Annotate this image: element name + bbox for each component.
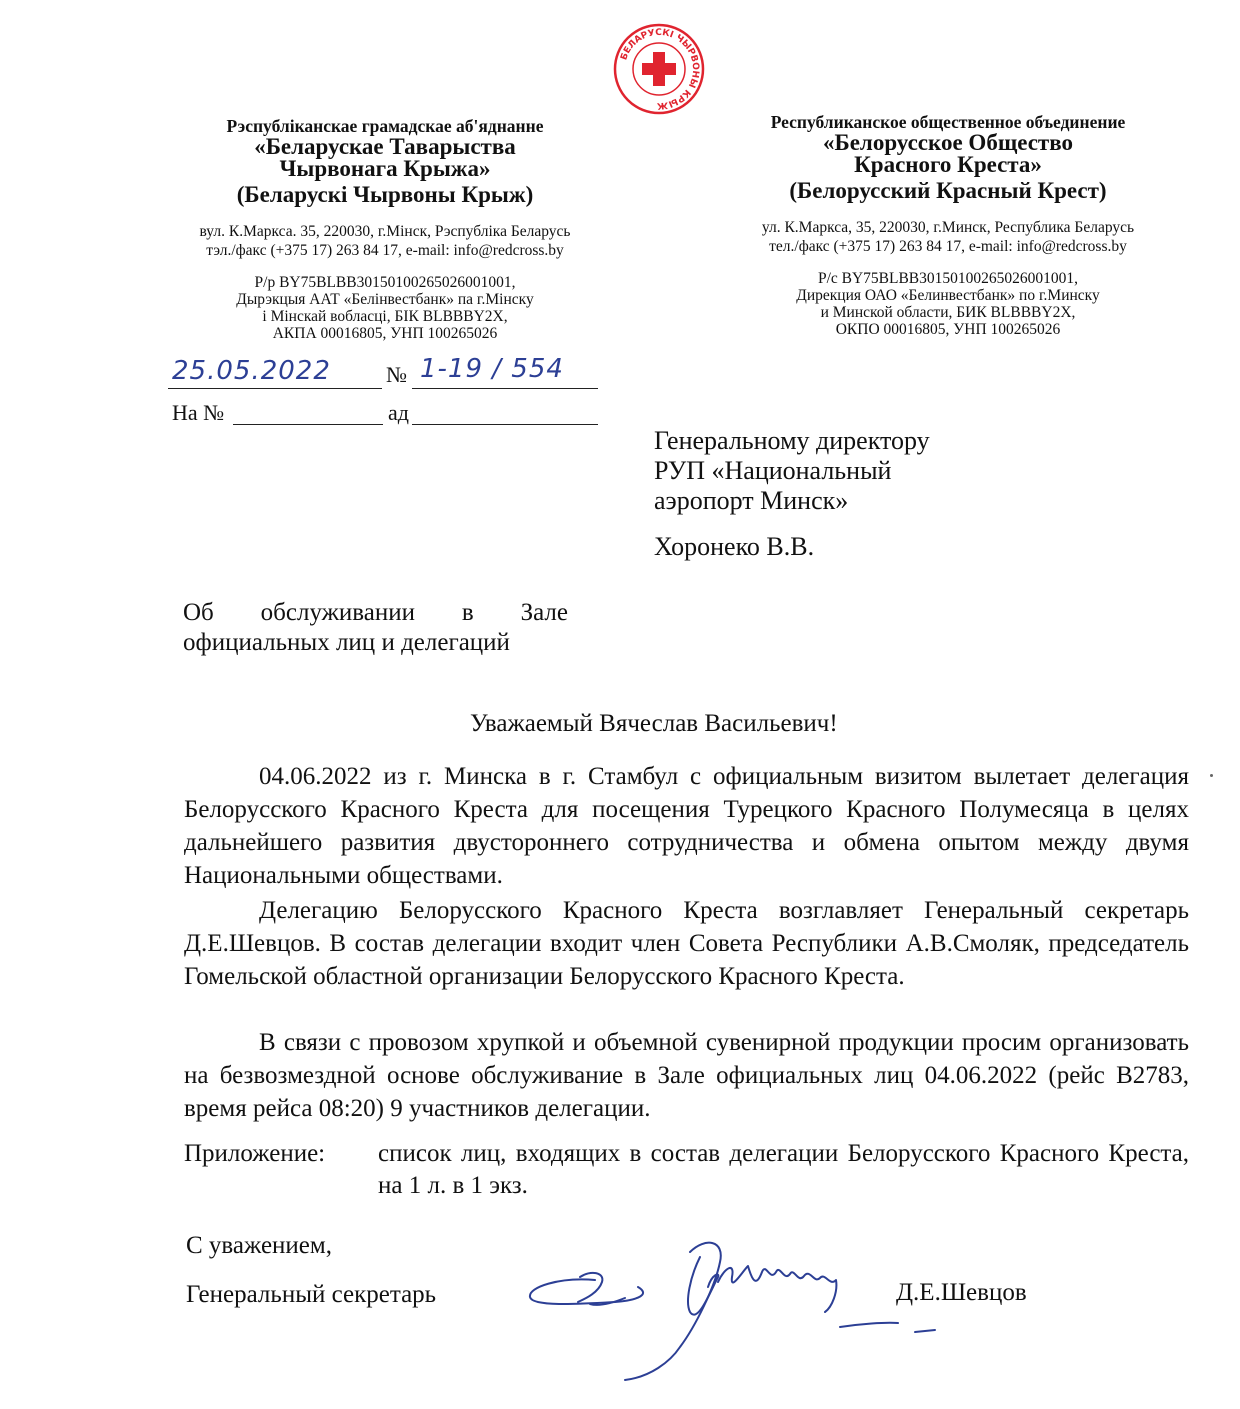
org-short-name: (Беларускі Чырвоны Крыж) <box>236 182 534 207</box>
letter-subject <box>183 598 568 658</box>
number-label: № <box>386 362 407 387</box>
bank-codes: АКПА 00016805, УНП 100265026 <box>272 325 498 342</box>
attachment-label: Приложение: <box>184 1140 326 1167</box>
bank-bic: і Мінскай вобласці, БІК BLBBBY2X, <box>262 308 508 325</box>
bank-account: Р/р BY75BLBB30150100265026001001, <box>254 274 516 291</box>
addressee-org: РУП «Национальный <box>654 456 892 485</box>
scan-speck <box>1210 774 1213 777</box>
addressee-org-cont: аэропорт Минск» <box>654 486 849 515</box>
org-short-name: (Белорусский Красный Крест) <box>789 178 1107 203</box>
registration-number: 1-19 / 554 <box>420 354 564 384</box>
org-address: ул. К.Маркса, 35, 220030, г.Минск, Республика Беларусь <box>761 219 1135 236</box>
org-phone: тэл./факс (+375 17) 263 84 17, e-mail: info@redcross.by <box>206 242 564 259</box>
bank-account: Р/с BY75BLBB30150100265026001001, <box>817 270 1079 287</box>
bank-codes: ОКПО 00016805, УНП 100265026 <box>835 321 1061 338</box>
signer-name: Д.Е.Шевцов <box>896 1279 1027 1306</box>
body-paragraph-1: 04.06.2022 из г. Минска в г. Стамбул с официальным визитом вылетает делегация Белорусского Красного Креста для посещения Турецкого Красного Полумесяца в целях дальнейшего развития двустороннего сотрудничества и обмена опытом между двумя Национальными обществами. <box>184 763 1189 889</box>
attachment-text: список лиц, входящих в состав делегации Белорусского Красного Креста, на 1 л. в 1 экз. <box>378 1140 1189 1199</box>
org-name-line1: «Белорусское Общество <box>823 130 1073 155</box>
org-name-line1: «Беларускае Таварыства <box>254 134 516 159</box>
body-paragraph-3: В связи с провозом хрупкой и объемной сувенирной продукции просим организовать на безвозмездной основе обслуживание в Зале официальных лиц 04.06.2022 (рейс B2783, время рейса 08:20) 9 участников делегации. <box>184 1029 1189 1122</box>
addressee-title: Генеральному директору <box>654 426 930 455</box>
bank-bic: и Минской области, БИК BLBBBY2X, <box>820 304 1076 321</box>
letterhead-russian <box>728 112 1168 338</box>
bank-name: Дирекция ОАО «Белинвестбанк» по г.Минску <box>796 287 1100 304</box>
org-name-line2: Красного Креста» <box>854 152 1042 177</box>
org-address: вул. К.Маркса. 35, 220030, г.Мінск, Рэспубліка Беларусь <box>199 223 571 240</box>
closing-phrase: С уважением, <box>186 1232 332 1259</box>
org-prefix: Рэспубліканскае грамадскае аб'яднанне <box>226 116 544 136</box>
red-cross-logo <box>612 22 706 116</box>
from-underline <box>412 424 598 425</box>
handwritten-signature <box>520 1232 960 1382</box>
org-phone: тел./факс (+375 17) 263 84 17, e-mail: info@redcross.by <box>769 238 1127 255</box>
addressee-block <box>654 426 930 562</box>
salutation: Уважаемый Вячеслав Васильевич! <box>470 710 838 737</box>
bank-name: Дырэкцыя ААТ «Белінвестбанк» па г.Мінску <box>236 291 534 308</box>
registration-date: 25.05.2022 <box>172 356 331 386</box>
org-name-line2: Чырвонага Крыжа» <box>279 156 491 181</box>
date-underline <box>168 388 382 389</box>
subject-line2: официальных лиц и делегаций <box>183 629 510 656</box>
letterhead-belarusian <box>160 116 610 342</box>
logo-text: БЕЛАРУСКІ ЧЫРВОНЫ КРЫЖ <box>619 27 701 111</box>
addressee-name: Хоронеко В.В. <box>654 532 815 561</box>
body-paragraph-2: Делегацию Белорусского Красного Креста возглавляет Генеральный секретарь Д.Е.Шевцов. В состав делегации входит член Совета Республики А.В.Смоляк, председатель Гомельской областной организации Белорусского Красного Креста. <box>184 897 1189 990</box>
number-underline <box>412 388 598 389</box>
reference-label: На № <box>172 400 225 425</box>
reference-underline <box>233 424 383 425</box>
signer-title: Генеральный секретарь <box>186 1281 437 1308</box>
subject-line1: Об обслуживании в Зале <box>183 599 568 626</box>
from-label: ад <box>388 400 409 425</box>
org-prefix: Республиканское общественное объединение <box>770 112 1126 132</box>
